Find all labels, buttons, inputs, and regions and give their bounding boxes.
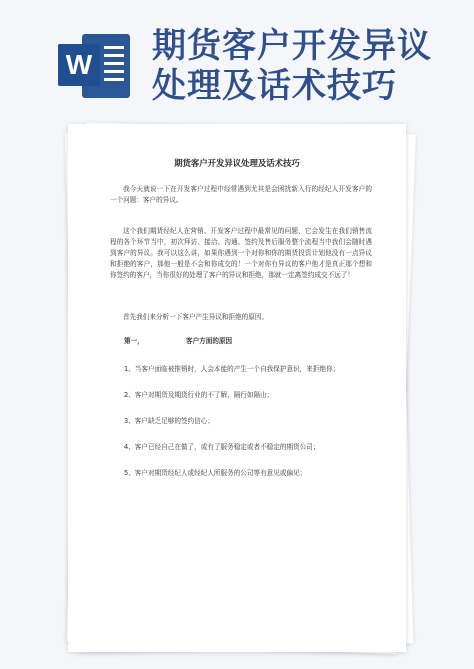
paragraph-intro: 我今天就说一下在开发客户过程中经常遇到尤其是会困扰新入行的经纪人开发客户的一个问题：客户的异议。 <box>110 185 372 204</box>
banner-title <box>152 26 462 106</box>
paragraph-objections: 这个我们期货经纪人在营销、开发客户过程中最常见的问题，它会发生在我们销售流程的各个环节当中，初次拜访、接洽、沟通、签约及售后服务整个流程当中我们会随时遇到客户的异议。我可以这么讲，如果你遇到一个对你和你的期货投资计划他没有一点异议和拒绝的客户，那他一般是不会和你成交的！一个对你有异议的客户他才是真正那个想和你签约的客户，当你很好的处理了客户的异议和拒绝，那就一定离签约成交不远了！ <box>110 227 372 279</box>
word-w-badge: W <box>58 44 100 86</box>
section-title: 客户方面的原因 <box>186 337 233 345</box>
list-item: 5、客户对期货经纪人或经纪人所服务的公司等有意见或偏见； <box>124 469 307 477</box>
header-banner <box>0 0 474 110</box>
document-page <box>68 124 406 652</box>
document-title: 期货客户开发异议处理及话术技巧 <box>174 158 300 168</box>
paragraph-analysis: 首先我们来分析一下客户产生异议和拒绝的原因。 <box>123 313 269 321</box>
section-number: 第一， <box>124 337 144 345</box>
list-item: 2、客户对期货及期货行业的不了解，隔行如隔山； <box>124 391 274 399</box>
list-item: 3、客户缺乏足够的签约信心； <box>124 417 214 425</box>
banner-title-line-1: 期货客户开发异议 <box>152 26 432 66</box>
list-item: 1、当客户面临被推销时，人会本能的产生一个自我保护意识，来拒绝你； <box>124 365 340 373</box>
word-document-icon <box>58 32 132 102</box>
list-item: 4、客户已经自己在做了，或有了服务稳定或者不稳定的期货公司； <box>124 443 320 451</box>
banner-title-line-2: 处理及话术技巧 <box>152 66 397 106</box>
